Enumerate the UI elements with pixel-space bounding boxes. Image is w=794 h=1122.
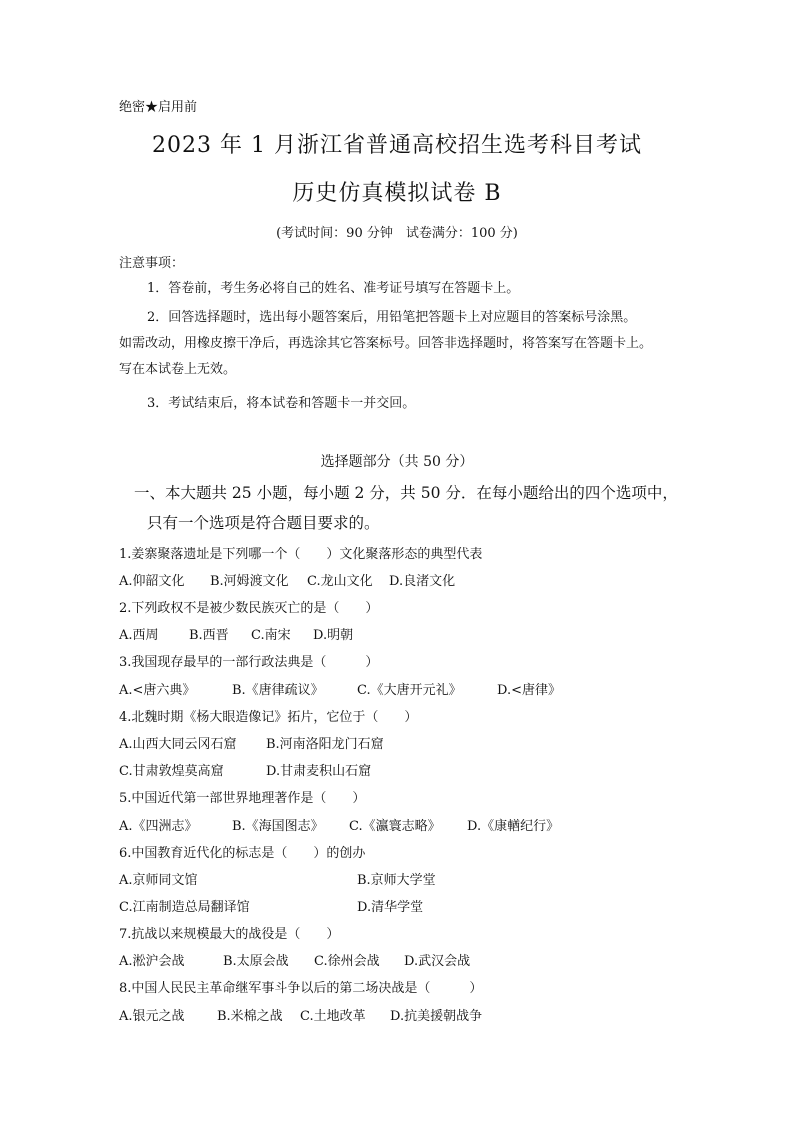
note-item-2-line1: 2．回答选择题时，选出每小题答案后，用铅笔把答题卡上对应题目的答案标号涂黑。 (147, 310, 637, 325)
section-title: 选择题部分（共 50 分） (320, 454, 474, 470)
question-stem: 2.下列政权不是被少数民族灭亡的是（ ） (119, 601, 379, 616)
option-b: B.西晋 (189, 628, 229, 643)
option-b: B.《唐律疏议》 (232, 683, 324, 698)
option-d: D.明朝 (313, 628, 354, 643)
option-d: D.《康輶纪行》 (467, 819, 560, 834)
option-d: D.<唐律》 (497, 683, 561, 698)
option-b: B.京师大学堂 (357, 873, 436, 888)
option-d: D.甘肃麦积山石窟 (266, 764, 372, 779)
option-c: C.江南制造总局翻译馆 (119, 900, 250, 915)
secret-label: 绝密★启用前 (119, 100, 198, 115)
option-d: D.良渚文化 (389, 574, 456, 589)
notes-heading: 注意事项： (119, 256, 185, 271)
question-stem: 1.姜寨聚落遗址是下列哪一个（ ）文化聚落形态的典型代表 (119, 547, 483, 562)
question-stem: 5.中国近代第一部世界地理著作是（ ） (119, 791, 366, 806)
option-d: D.武汉会战 (404, 954, 471, 969)
option-a: A.淞沪会战 (119, 954, 185, 969)
option-a: A.《四洲志》 (119, 819, 198, 834)
question-stem: 8.中国人民民主革命继军事斗争以后的第二场决战是（ ） (119, 981, 483, 996)
section-instruction-line1: 一、本大题共 25 小题，每小题 2 分，共 50 分．在每小题给出的四个选项中， (134, 484, 678, 502)
option-a: A.西周 (119, 628, 159, 643)
note-item-2-line3: 写在本试卷上无效。 (119, 362, 237, 377)
option-c: C.徐州会战 (314, 954, 380, 969)
option-c: C.《大唐开元礼》 (357, 683, 462, 698)
option-a: A.银元之战 (119, 1009, 185, 1024)
option-c: C.土地改革 (300, 1009, 366, 1024)
question-stem: 6.中国教育近代化的标志是（ ）的创办 (119, 846, 366, 861)
option-b: B.《海国图志》 (232, 819, 324, 834)
option-d: D.抗美援朝战争 (390, 1009, 483, 1024)
option-d: D.清华学堂 (357, 900, 424, 915)
option-a: A.仰韶文化 (119, 574, 185, 589)
option-b: B.太原会战 (223, 954, 289, 969)
option-b: B.河南洛阳龙门石窟 (266, 737, 384, 752)
option-c: C.甘肃敦煌莫高窟 (119, 764, 224, 779)
question-stem: 7.抗战以来规模最大的战役是（ ） (119, 927, 340, 942)
question-stem: 4.北魏时期《杨大眼造像记》拓片，它位于（ ） (119, 710, 418, 725)
option-a: A.京师同文馆 (119, 873, 198, 888)
exam-title-line2: 历史仿真模拟试卷 B (292, 181, 502, 206)
question-stem: 3.我国现存最早的一部行政法典是（ ） (119, 655, 379, 670)
option-c: C.《瀛寰志略》 (349, 819, 441, 834)
option-a: A.<唐六典》 (119, 683, 196, 698)
exam-info: (考试时间：90 分钟 试卷满分：100 分) (276, 226, 518, 241)
exam-title-line1: 2023 年 1 月浙江省普通高校招生选考科目考试 (152, 133, 642, 158)
option-c: C.南宋 (251, 628, 291, 643)
option-a: A.山西大同云冈石窟 (119, 737, 237, 752)
section-instruction-line2: 只有一个选项是符合题目要求的。 (147, 514, 380, 532)
option-c: C.龙山文化 (307, 574, 373, 589)
option-b: B.米棉之战 (217, 1009, 283, 1024)
note-item-2-line2: 如需改动，用橡皮擦干净后，再选涂其它答案标号。回答非选择题时，将答案写在答题卡上。 (119, 336, 653, 351)
note-item-1: 1．答卷前，考生务必将自己的姓名、准考证号填写在答题卡上。 (147, 281, 520, 296)
note-item-3: 3．考试结束后，将本试卷和答题卡一并交回。 (147, 396, 416, 411)
option-b: B.河姆渡文化 (210, 574, 289, 589)
